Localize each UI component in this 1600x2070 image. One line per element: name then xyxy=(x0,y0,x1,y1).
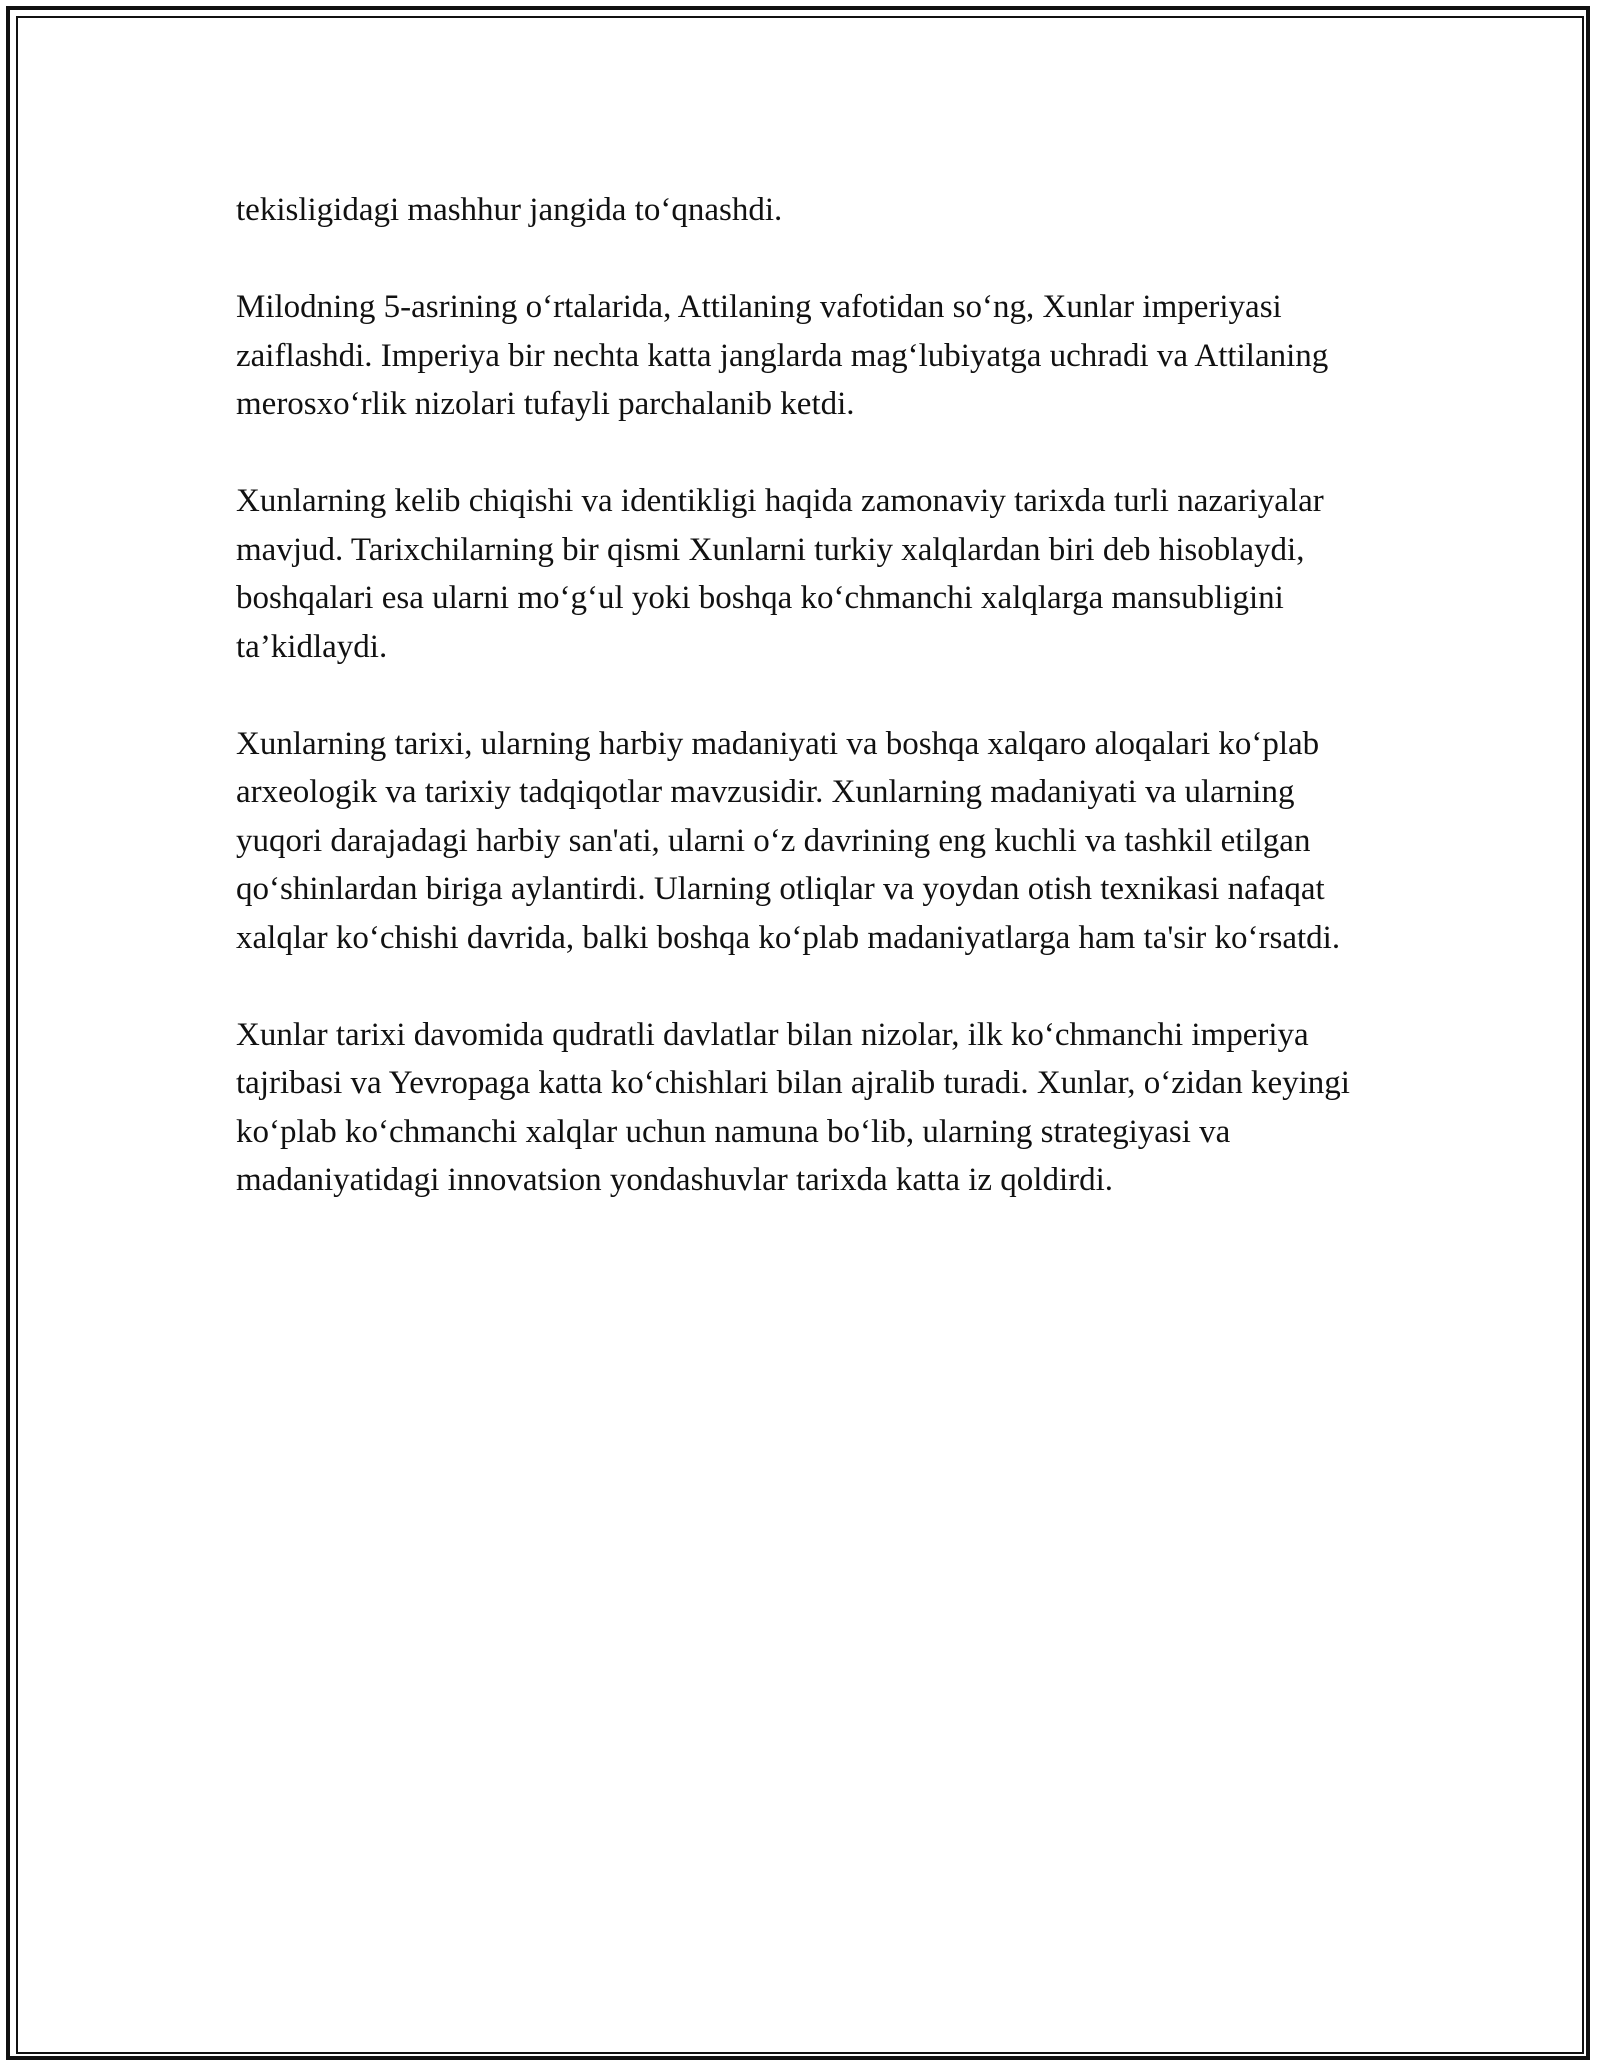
paragraph-4: Xunlarning tarixi, ularning harbiy madaniyati va boshqa xalqaro aloqalari ko‘plab arxeologik va tarixiy tadqiqotlar mavzusidir. Xunlarning madaniyati va ularning yuqori darajadagi harbiy san'ati, ularni o‘z davrining eng kuchli va tashkil etilgan qo‘shinlardan biriga aylantirdi. Ularning otliqlar va yoydan otish texnikasi nafaqat xalqlar ko‘chishi davrida, balki boshqa ko‘plab madaniyatlarga ham ta'sir ko‘rsatdi. xyxy=(236,725,1341,956)
paragraph-1: tekisligidagi mashhur jangida to‘qnashdi. xyxy=(236,192,783,228)
paragraph-5: Xunlar tarixi davomida qudratli davlatlar bilan nizolar, ilk ko‘chmanchi imperiya tajribasi va Yevropaga katta ko‘chishlari bilan ajralib turadi. Xunlar, o‘zidan keyingi ko‘plab ko‘chmanchi xalqlar uchun namuna bo‘lib, ularning strategiyasi va madaniyatidagi innovatsion yondashuvlar tarixda katta iz qoldirdi. xyxy=(236,1016,1350,1198)
paragraph-3: Xunlarning kelib chiqishi va identikligi haqida zamonaviy tarixda turli nazariyalar mavjud. Tarixchilarning bir qismi Xunlarni turkiy xalqlardan biri deb hisoblaydi, boshqalari esa ularni mo‘g‘ul yoki boshqa ko‘chmanchi xalqlarga mansubligini ta’kidlaydi. xyxy=(236,483,1324,665)
paragraph-2: Milodning 5-asrining o‘rtalarida, Attilaning vafotidan so‘ng, Xunlar imperiyasi zaiflashdi. Imperiya bir nechta katta janglarda mag‘lubiyatga uchradi va Attilaning merosxo‘rlik nizolari tufayli parchalanib ketdi. xyxy=(236,289,1329,422)
document-body xyxy=(236,186,1366,1205)
